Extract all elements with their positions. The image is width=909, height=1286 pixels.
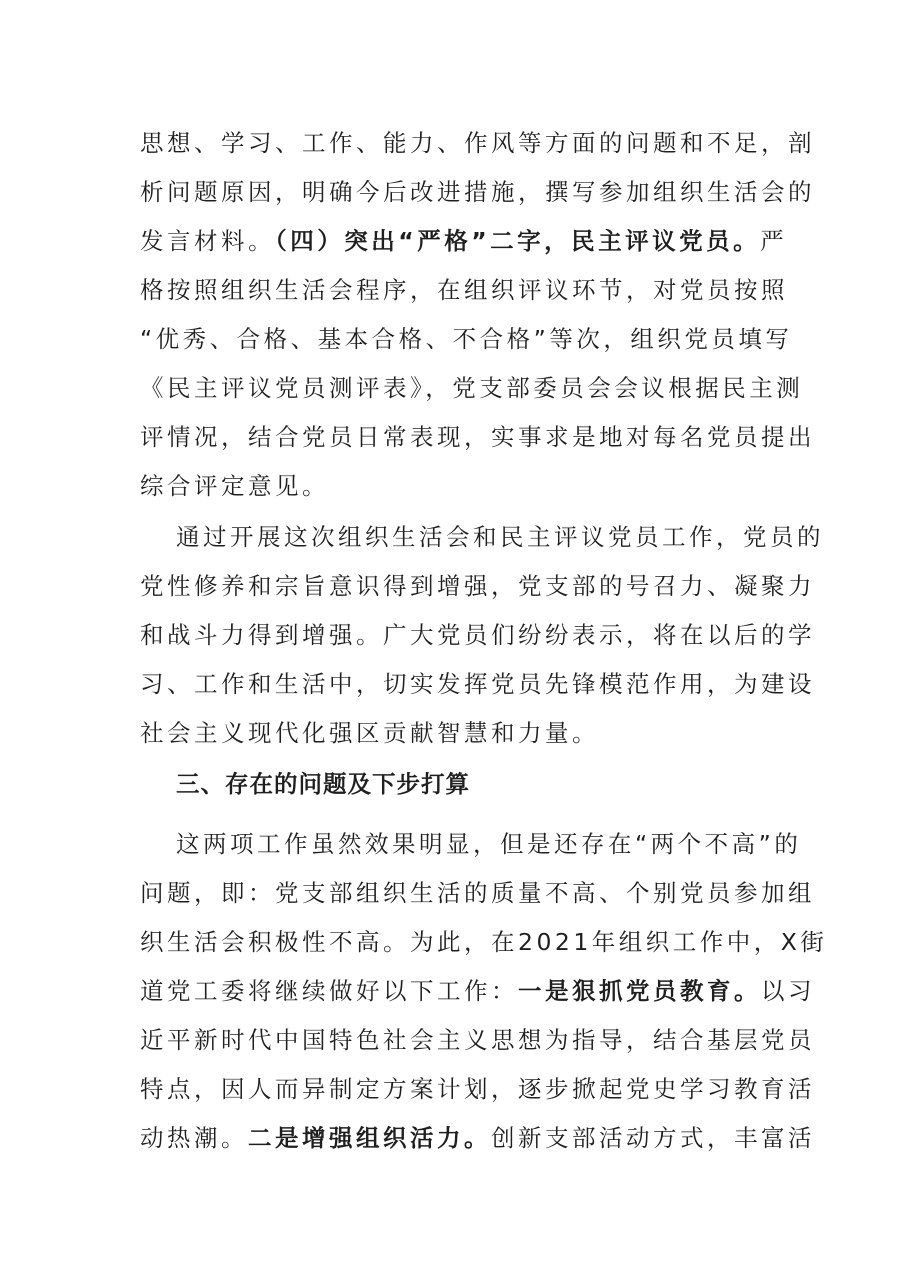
paragraph-evaluation xyxy=(140,119,815,511)
text-line: 《民主评议党员测评表》，党支部委员会会议根据民主测 xyxy=(140,374,804,402)
text-line: 通过开展这次组织生活会和民主评议党员工作，党员的 xyxy=(176,523,824,551)
text-line xyxy=(140,967,815,1016)
text-run: 以习 xyxy=(761,977,815,1005)
text-line: 织生活会积极性不高。为此，在2021年组织工作中，X街 xyxy=(140,928,828,956)
text-run: 动热潮。 xyxy=(140,1124,248,1152)
text-line: 这两项工作虽然效果明显，但是还存在“两个不高”的 xyxy=(176,830,802,858)
text-line xyxy=(140,217,788,266)
bold-keypoint: 一是狠抓党员教育。 xyxy=(518,977,761,1005)
bold-keypoint: 二是增强组织活力。 xyxy=(248,1124,491,1152)
text-line: 格按照组织生活会程序，在组织评议环节，对党员按照 xyxy=(140,276,788,304)
paragraph-results xyxy=(140,513,824,758)
text-line: 析问题原因，明确今后改进措施，撰写参加组织生活会的 xyxy=(140,178,815,206)
text-line: 特点，因人而异制定方案计划，逐步掀起党史学习教育活 xyxy=(140,1075,815,1103)
text-line: 评情况，结合党员日常表现，实事求是地对每名党员提出 xyxy=(140,423,815,451)
text-run: 发言材料。 xyxy=(140,227,275,255)
text-line: 思想、学习、工作、能力、作风等方面的问题和不足，剖 xyxy=(140,129,815,157)
section-heading: 三、存在的问题及下步打算 xyxy=(176,770,470,798)
text-line: 社会主义现代化强区贡献智慧和力量。 xyxy=(140,719,599,747)
text-line xyxy=(140,1114,815,1163)
text-line: 近平新时代中国特色社会主义思想为指导，结合基层党员 xyxy=(140,1026,815,1054)
paragraph-problems xyxy=(140,820,828,1163)
text-line: 综合评定意见。 xyxy=(140,472,329,500)
text-line: 习、工作和生活中，切实发挥党员先锋模范作用，为建设 xyxy=(140,670,815,698)
text-line: 问题，即：党支部组织生活的质量不高、个别党员参加组 xyxy=(140,879,815,907)
text-run: 严 xyxy=(760,227,788,255)
text-line: 党性修养和宗旨意识得到增强，党支部的号召力、凝聚力 xyxy=(140,572,815,600)
text-run: 道党工委将继续做好以下工作： xyxy=(140,977,518,1005)
bold-subheading: （四）突出“严格”二字，民主评议党员。 xyxy=(275,227,761,255)
text-line: “优秀、合格、基本合格、不合格”等次，组织党员填写 xyxy=(140,325,793,353)
text-line: 和战斗力得到增强。广大党员们纷纷表示，将在以后的学 xyxy=(140,621,815,649)
text-run: 创新支部活动方式，丰富活 xyxy=(491,1124,815,1152)
